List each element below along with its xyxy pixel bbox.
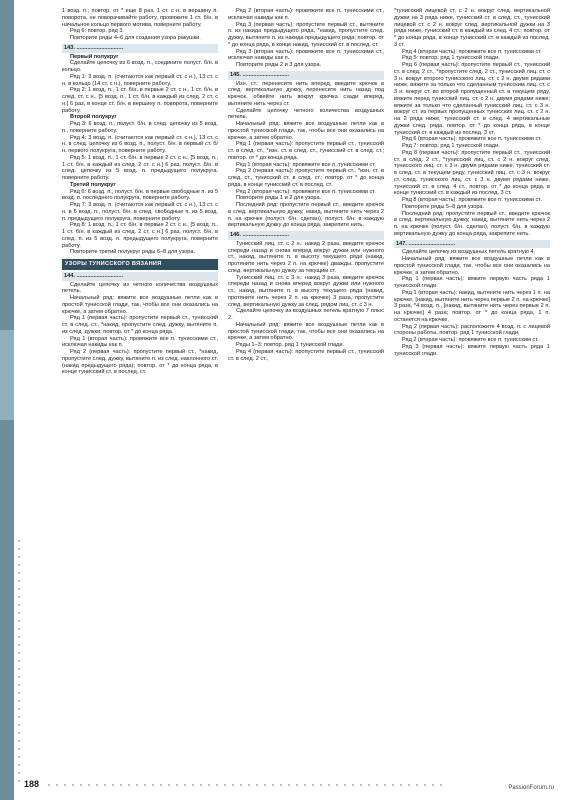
paragraph: Ряд 2: 1 возд. п., 1 ст. б/н. в первые 2 ст. с н., 1 ст. б/н. в след. ст. с н., [5 возд. п., 1 ст. б/н. в каждый из след. 2 ст. с н.] 6 раз, в конце ст. б/н. в вершину п. поворота, поверните работу. (62, 87, 218, 114)
paragraph: Ряд 1: 3 возд. п. (считаются как первый ст. с н.), 13 ст. с н. в кольцо (14 ст. с н.), поверните работу. (62, 73, 218, 87)
paragraph: Сделайте цепочку из четного количества воздушных петель. (62, 281, 218, 295)
paragraph: Ряд 3: 6 возд. п., полуст. б/н. в след. цепочку из 5 возд. п., поверните работу. (62, 121, 218, 134)
paragraph: Ряд 7: 3 возд. п. (считаются как первый ст. с н.), 13 ст. с н. в 6 возд. п., полуст. б/н. в след. свободные п. из 5 возд. п. предыдущего полукруга, поверните работу. (62, 202, 218, 222)
pattern-heading-145: 145. .............................. (228, 71, 384, 80)
paragraph: Ряд 3 (вторая часть): провяжите все п. тунисскими ст., исключая накиды как п. (228, 48, 384, 62)
paragraph: Ряд 5: 1 возд. п., 1 ст. б/н. в первые 2 ст. с н., [5 возд. п., 1 ст. б/н. в каждый из след. 2 ст. с н.] 6 раз, полуст. б/н. в след. цепочку из 5 возд. п. предыдущего полукруга, поверните работу. (62, 154, 218, 181)
paragraph: Ряд 2 (вторая часть): провяжите все п. тунисскими ст., исключая накиды как п. (228, 8, 384, 21)
paragraph: Ряд 7: повтор. ряд 1 тунисской глади. (402, 143, 500, 149)
paragraph: Ряд 2 (вторая часть): провяжите все п. тунисским ст. (402, 337, 539, 343)
paragraph: Ряд 8 (первая часть): пропустите первый ст., тунисский ст. в след. 2 ст., *тунисский лиц. ст. с 2 н. вокруг след. тунисского лиц. ст. с 3 н. двумя рядами ниже, тунисский ст. в след. ст. в текущем ряду, тунисский лиц. ст. с 3 н. вокруг ст. след. тунисского лиц. ст. с 3 н. двумя рядами ниже, тунисский ст. в след. 4 ст., повтор. от * до конца ряда, в конце тунисский ст. в каждый из послед. 3 ст. (394, 149, 550, 197)
paragraph: Ряд 6 (первая часть): пропустите первый ст., тунисский ст. в след. 2 ст., *пропустите след. 2 ст., тунисский лиц. ст. с 3 н. вокруг второго тунисского лиц. ст. с 2 н. двумя рядами ниже, вяжите за только что сделанным тунисским лиц. ст. с 3 н. вокруг ст. во второй пропущенный ст. в текущем ряду, вяжите перед тунисский лиц. ст. с 2 н. двумя рядами ниже; вяжите за только что сделанный тунисский лиц. ст. с 3 н. вокруг ст. из первых пропущенных тунисских лиц. ст. с 2 н. на 2 ряда ниже, тунисский ст. в след. 4 вертикальные дужки след. ряда, повтор. от * до конца ряда, в конце тунисский ст. в каждый из послед. 3 ст. (394, 62, 550, 136)
paragraph: Ряд 1 (первая часть): пропустите первый ст., тунисский ст. в след. ст., *изн. ст. в след. ст., тунисский ст. в след. ст.; повтор. от * до конца ряда. (228, 141, 384, 161)
paragraph: Изн. ст.: перенесите нить вперед, введите крючок в след. вертикальную дужку, перенесите нить назад под крючок, обвейте нить вокруг крючка сзади вперед, вытяните нить через ст. (228, 80, 384, 107)
paragraph: Ряды 1–3: повтор. ряд 1 тунисской глади. (236, 342, 344, 348)
paragraph: Ряд 6: 6 возд. п., полуст. б/н. в первые свободные п. из 5 возд. п. последнего полукруга, поверните работу. (62, 188, 218, 202)
paragraph: Тунисский лиц. ст. с 3 н.: накид 3 раза, введите крючок спереди назад и снова вперед вокруг дужки или нужного ст., накид, вытяните п. в высоту текущего ряда (накид, протяните нить через 2 п. на крючке) 3 раза, пропустите след. вертикальную дужку за след. рядом лиц. ст. с 3 н. (228, 274, 384, 308)
paragraph: Последний ряд: пропустите первый ст., введите крючок в след. вертикальную дужку, накид, вытяните нить через 2 п. на крючке (полуст. б/н. сделан), полуст. б/н. в каждую вертикальную дужку до конца ряда, закрепите нить. (394, 210, 550, 237)
paragraph: Ряд 1 (вторая часть): накид, вытяните нить через 1 п. на крючке, [накид, вытяните нить через первые 2 п. на крючке] 3 раза, *4 возд. п., [накид, вытяните нить через первые 2 п. на крючке] 4 раза; повтор. от * до конца ряда, 1 п. останется на крючке. (394, 289, 550, 323)
paragraph: Ряд 4 (первая часть): пропустите первый ст., тунисский ст. в след. 2 ст., (228, 348, 384, 362)
page-edge-bar (0, 0, 14, 800)
decorative-dots-vertical (18, 540, 20, 782)
pattern-heading-143: 143. .............................. (62, 44, 218, 53)
pattern-heading-144: 144. .............................. (62, 272, 218, 281)
paragraph: Начальный ряд: вяжите все воздушные петли как в простой тунисской глади, так, чтобы все они оказались на крючке, а затем обратно. (228, 121, 384, 141)
paragraph: Повторите ряды 2 и 3 для узора. (236, 62, 322, 68)
column-2 (228, 8, 384, 362)
row-text: Ряд 6: повтор. ряд 3. (70, 28, 124, 35)
paragraph: Последний ряд: пропустите первый ст., введите крючок в след. вертикальную дужку, накид, вытяните нить через 2 п. на крючке (полуст. б/н. сделан), полуст. б/н. в каждую вертикальную дужку до конца ряда, закрепите нить. (228, 202, 384, 229)
pattern-heading-147: 147. .............................. (394, 240, 550, 249)
paragraph: Ряд 4 (вторая часть): провяжите все п. тунисскими ст. (402, 48, 542, 55)
paragraph: Ряд 6 (вторая часть): провяжите все п. тунисскими ст. (402, 136, 542, 143)
subheading: Второй полукруг (70, 114, 117, 121)
subheading: Третий полукруг (70, 181, 116, 188)
paragraph: Начальный ряд: вяжите все воздушные петли как в простой тунисской глади, так, чтобы все они оказались на крючке, а затем обратно. (62, 295, 218, 315)
decorative-dots (48, 784, 442, 786)
paragraph: Ряд 8 (вторая часть): провяжите все п. тунисскими ст. (402, 197, 542, 203)
paragraph: Повторите ряды 5–8 для узора. (402, 203, 485, 210)
paragraph: Начальный ряд: вяжите все воздушные петли как в простой тунисской глади, так, чтобы все они оказались на крючке, а затем обратно. (394, 256, 550, 276)
paragraph: Ряд 4: 3 возд. п. (считаются как первый ст. с н.), 13 ст. с н. в след. цепочку из 6 возд. п., полуст. б/н. в первый ст. б/н. первого полукруга, поверните работу. (62, 134, 218, 154)
paragraph: Ряд 3 (первая часть): пропустите первый ст., вытяните п. из накида предыдущего ряда, *накид, пропустите след. дужку, вытяните п. из накида предыдущего ряда; повтор. от * до конца ряда, в конце накид, тунисский ст. в послед. ст. (228, 21, 384, 48)
site-watermark: PassionForum.ru (508, 785, 554, 791)
paragraph: Ряд 1 (вторая часть): провяжите все п. тунисскими ст. (236, 161, 376, 168)
paragraph: Ряд 8: 1 возд. п., 1 ст. б/н. в первые 2 ст. с н., [5 возд. п., 1 ст. б/н. в каждый из след. 2 ст. с н.] 6 раз, полуст. б/н. в след. п. из 5 возд. п. предыдущего полукруга, поверните работу. (62, 222, 218, 249)
paragraph (62, 28, 218, 35)
paragraph: Сделайте цепочку из 6 возд. п., соедините полуст. б/н. в кольцо. (62, 60, 218, 73)
paragraph: Начальный ряд: вяжите все воздушные петли как в простой тунисской глади, так, чтобы все они оказались на крючке, а затем обратно. (228, 321, 384, 342)
paragraph: Сделайте цепочку из воздушных петель кратную 4. (402, 249, 536, 256)
paragraph: Сделайте цепочку четного количества воздушных петель. (228, 107, 384, 121)
paragraph: Ряд 2 (первая часть): пропустите первый ст., *изн. ст. в след. ст., тунисский ст. в след. ст.; повтор. от * до конца ряда, в конце тунисский ст. в послед. ст. (228, 168, 384, 188)
edge-tab (0, 330, 14, 420)
paragraph: Ряд 2 (первая часть): пропустите первый ст., *накид, пропустите след. дужку, вытяните п. из след. наклонного ст. (накид предыдущего ряда); повтор. от * до конца ряда, в конце тунисский ст. в послед. ст. (62, 349, 218, 376)
paragraph: Тунисский лиц. ст. с 2 н.: накид 2 раза, введите крючок спереди назад и снова вперед вокруг дужки или нужного ст., накид, вытяните п. в высоту текущего ряда (накид, протяните нить через 2 п. на крючке) дважды, пропустите след. вертикальную дужку за текущим ст. (228, 240, 384, 274)
column-1 (62, 8, 218, 376)
paragraph: Ряд 2 (первая часть): расположите 4 возд. п. с лицевой стороны работы, повтор. ряд 1 тунисской глади. (394, 323, 550, 337)
paragraph: Ряд 1 (первая часть): вяжите первую часть ряда 1 тунисской глади. (394, 276, 550, 289)
page-number: 188 (24, 779, 40, 789)
paragraph: *тунисский лицевой ст. с 2 н. вокруг след. вертикальной дужки на 3 ряда ниже, тунисский ст. в след. ст., тунисский лицевой ст. с 2 н. вокруг след. вертикальной дужки на 3 ряда ниже, тунисский ст. в каждый из след. 4 ст.; повтор. от * до конца ряда, в конце тунисский ст. в каждый из послед. 3 ст. (394, 8, 550, 48)
paragraph: Ряд 3 (первая часть): вяжите первую часть ряда 1 тунисской глади. (394, 343, 550, 357)
paragraph: Повторите ряды 4–6 для создания узора ракушки. (70, 35, 201, 41)
paragraph: Ряд 1 (вторая часть): провяжите все п. тунисскими ст., исключая накиды как п. (62, 335, 218, 349)
paragraph: Повторите ряды 1 и 2 для узора. (236, 195, 322, 202)
pattern-heading-146: 146. .............................. (228, 231, 384, 240)
paragraph: 1 возд. п.; повтор. от * еще 8 раз, 1 ст. с н. в вершину п. поворота, не поворачивайте работу, провяжите 1 ст. б/н. в начальное кольцо первого мотива, поверните работу. (62, 8, 218, 28)
paragraph: Сделайте цепочку из воздушных петель кратную 7 плюс 2. (228, 308, 384, 321)
paragraph: Ряд 5: повтор. ряд 1 тунисской глади. (402, 55, 500, 62)
column-3 (394, 8, 550, 357)
subheading: Первый полукруг (70, 53, 119, 60)
paragraph: Ряд 1 (первая часть): пропустите первый ст., тунисский ст. в след. ст., *накид, пропустите след. дужку, вытяните п. из след. дужки; повтор. от * до конца ряда. (62, 315, 218, 335)
paragraph: Повторите третий полукруг ряды 6–8 для узора. (70, 249, 196, 256)
section-title: УЗОРЫ ТУНИССКОГО ВЯЗАНИЯ (62, 259, 218, 270)
paragraph: Ряд 2 (вторая часть): провяжите все п. тунисскими ст. (236, 188, 376, 195)
